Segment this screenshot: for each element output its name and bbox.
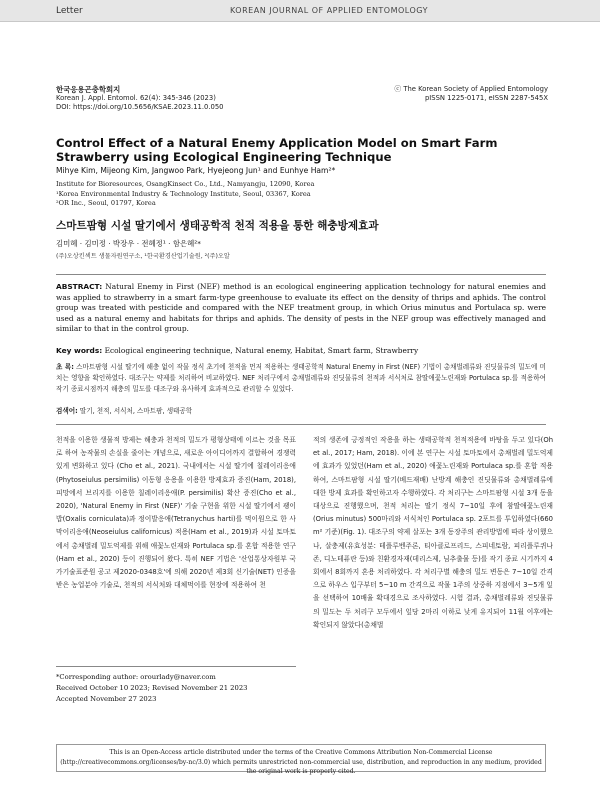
affiliation-2: ¹Korea Environmental Industry & Technology Institute, Seoul, 03367, Korea (56, 189, 311, 198)
body-column-right: 적의 생존에 긍정적인 작용을 하는 생태공학적 천적적용에 바탕을 두고 있다(Oh et al., 2017; Ham, 2018). 이에 본 연구는 시설 토마토에서 총채벌레 밀도억제에 효과가 있었던(Ham et al., 2020) 애꽃노린재와 Portulaca sp.를 혼합 적용하여, 스마트팜형 시설 딸기(베드재배) 난방계 해충인 진딧물류와 총채벌레류에 대한 방제 효과를 확인하고자 수행하였다. 각 처리구는 스마트팜형 시설 3개 동을 대상으로 진행했으며, 천적 처리는 딸기 정식 7~10일 후에 참딸애꽃노린재(Orius minutus) 500마리와 서식처인 Portulaca sp. 2포트를 투입하였다(660 m² 기준)(Fig. 1). 대조구의 약제 살포는 3개 동장주의 관리방법에 따라 상이했으나, 살충제(유효성분: 테플루벤주론, 티아클로프리드, 스피네토람, 피리플루퀴나존, 디노테퓨란 등)와 친환경자재(데리스제, 님추출물 등)를 작기 종료 시기까지 4회에서 8회까지 혼용 처리하였다. 각 처리구별 해충의 밀도 변동은 7~10일 간격으로 하우스 입구부터 5~10 m 간격으로 작물 1주의 상중하 지점에서 3~5개 잎을 선택하여 10배율 확대경으로 조사하였다. 시험 결과, 총채벌레류와 진딧물류의 밀도는 두 처리구 모두에서 잎당 2마리 이하로 낮게 유지되어 11월 이후에는 확인되지 않았다(총채벌 (313, 436, 553, 629)
korean-abstract-text: 스마트팜형 시설 딸기에 해충 없이 작물 정식 초기에 천적을 먼저 적용하는 생태공학적 Natural Enemy in First (NEF) 기법이 총채벌레류와 진딧물류의 밀도에 미치는 영향을 확인하였다. 대조구는 약제를 처리하여 비교하였다. NEF 처리구에서 총채벌레류와 진딧물류의 천적과 서식처로 참딸애꽃노린재와 Portulaca sp.를 적용하여 작기 종료시점까지 해충의 밀도를 대조구와 유사하게 효과적으로 관리할 수 있었다. (56, 363, 547, 394)
paper-title-korean: 스마트팜형 시설 딸기에서 생태공학적 천적 적용을 통한 해충방제효과 (56, 220, 379, 232)
issn: pISSN 1225-0171, eISSN 2287-545X (424, 94, 548, 102)
corresponding-author: *Corresponding author: orourlady@naver.com (56, 673, 216, 681)
copyright-notice: ⓒ The Korean Society of Applied Entomology (394, 85, 548, 93)
citation-block (56, 85, 224, 112)
footnote-divider (56, 666, 296, 667)
affiliation-1: Institute for Bioresources, OsangKinsect Co., Ltd., Namyangju, 12090, Korea (56, 180, 315, 188)
keywords-label: Key words: (56, 346, 103, 355)
keywords-text: Ecological engineering technique, Natural enemy, Habitat, Smart farm, Strawberry (104, 346, 419, 355)
society-block (394, 85, 548, 103)
korean-keywords-text: 딸기, 천적, 서식처, 스마트팜, 생태공학 (79, 407, 193, 415)
divider (56, 274, 546, 275)
body-column-left: 천적을 이용한 생물적 방제는 해충과 천적의 밀도가 평형상태에 이르는 것을 목표로 하여 농작물의 손실을 줄이는 개념으로, 새로운 아이디어까지 결합하여 경쟁력 있게 변화하고 있다 (Cho et al., 2021). 국내에서는 시설 딸기에 칠레이리응애(Phytoseiulus persimilis) 이동형 응용을 이용한 방제효과 증진(Ham, 2018), 피망에서 브리지를 이용한 칠레이리응애(P. persimilis) 확산 증진(Cho et al., 2020), 'Natural Enemy in First (NEF)' 기술 구현을 위한 시설 딸기에서 괭이밥(Oxalis corniculata)과 정이발응애(Tetranychus harti)를 먹이원으로 한 사막이리응애(Neoseiulus californicus) 적용(Ham et al., 2019)과 시설 토마토에서 총채벌레 밀도억제를 위해 애꽃노린재와 Portulaca sp.를 혼합 적용한 연구(Ham et al., 2020) 등이 진행되어 왔다. 특히 NEF 기법은 '산업통상자원부 국가기술표준원 공고 제2020-0348호'에 의해 2020년 제3회 신기술(NET) 인증을 받은 농업분야 기술로, 천적의 서식처와 대체먹이를 현장에 적용하여 천 (56, 436, 296, 590)
authors-korean: 김미혜 · 김미정 · 박장우 · 전혜정¹ · 함은혜²* (56, 239, 201, 248)
keywords (56, 346, 546, 355)
korean-keywords (56, 405, 192, 415)
abstract-label: ABSTRACT: (56, 282, 103, 291)
affiliation-3: ²OR Inc., Seoul, 01797, Korea (56, 199, 156, 207)
abstract (56, 282, 546, 335)
affiliations-korean: (주)오상킨섹트 생물자원연구소, ¹한국환경산업기술원, ²(주)오알 (56, 253, 230, 260)
authors-english: Mihye Kim, Mijeong Kim, Jangwoo Park, Hyejeong Jun¹ and Eunhye Ham²* (56, 166, 336, 175)
license-box: This is an Open-Access article distributed under the terms of the Creative Commons Attribution Non-Commercial License (http://creativecommons.org/licenses/by-nc/3.0) which permits unrestricted non-commercial use, distribution, and reproduction in any medium, provided the original work is properly cited. (56, 744, 546, 772)
korean-abstract-label: 초 록: (56, 363, 74, 371)
korean-abstract (56, 362, 546, 396)
footnote (56, 672, 296, 705)
korean-keywords-label: 검색어: (56, 407, 78, 415)
received-dates: Received October 10 2023; Revised November 21 2023 (56, 684, 248, 692)
citation-reference: Korean J. Appl. Entomol. 62(4): 345-346 (2023) (56, 94, 216, 102)
accepted-date: Accepted November 27 2023 (56, 695, 157, 703)
divider (56, 424, 546, 425)
running-header (0, 0, 600, 22)
affiliations (56, 180, 314, 209)
paper-title-english: Control Effect of a Natural Enemy Application Model on Smart Farm Strawberry using Ecological Engineering Technique (56, 136, 498, 164)
journal-name: KOREAN JOURNAL OF APPLIED ENTOMOLOGY (230, 6, 428, 15)
doi-link[interactable]: DOI: https://doi.org/10.5656/KSAE.2023.11.0.050 (56, 103, 224, 111)
abstract-text: Natural Enemy in First (NEF) method is an ecological engineering application technology for natural enemies and was applied to strawberry in a smart farm-type greenhouse to evaluate its effect on the density of thrips and aphids. The control group was treated with pesticide and compared with the NEF treatment group, in which Orius minutus and Portulaca sp. were used as a natural enemy and habitats for thrips and aphids. The density of pests in the NEF group was effectively managed and similar to that in the control group. (56, 282, 546, 334)
section-label: Letter (56, 6, 83, 16)
korean-journal-name: 한국응용곤충학회지 (56, 85, 121, 94)
